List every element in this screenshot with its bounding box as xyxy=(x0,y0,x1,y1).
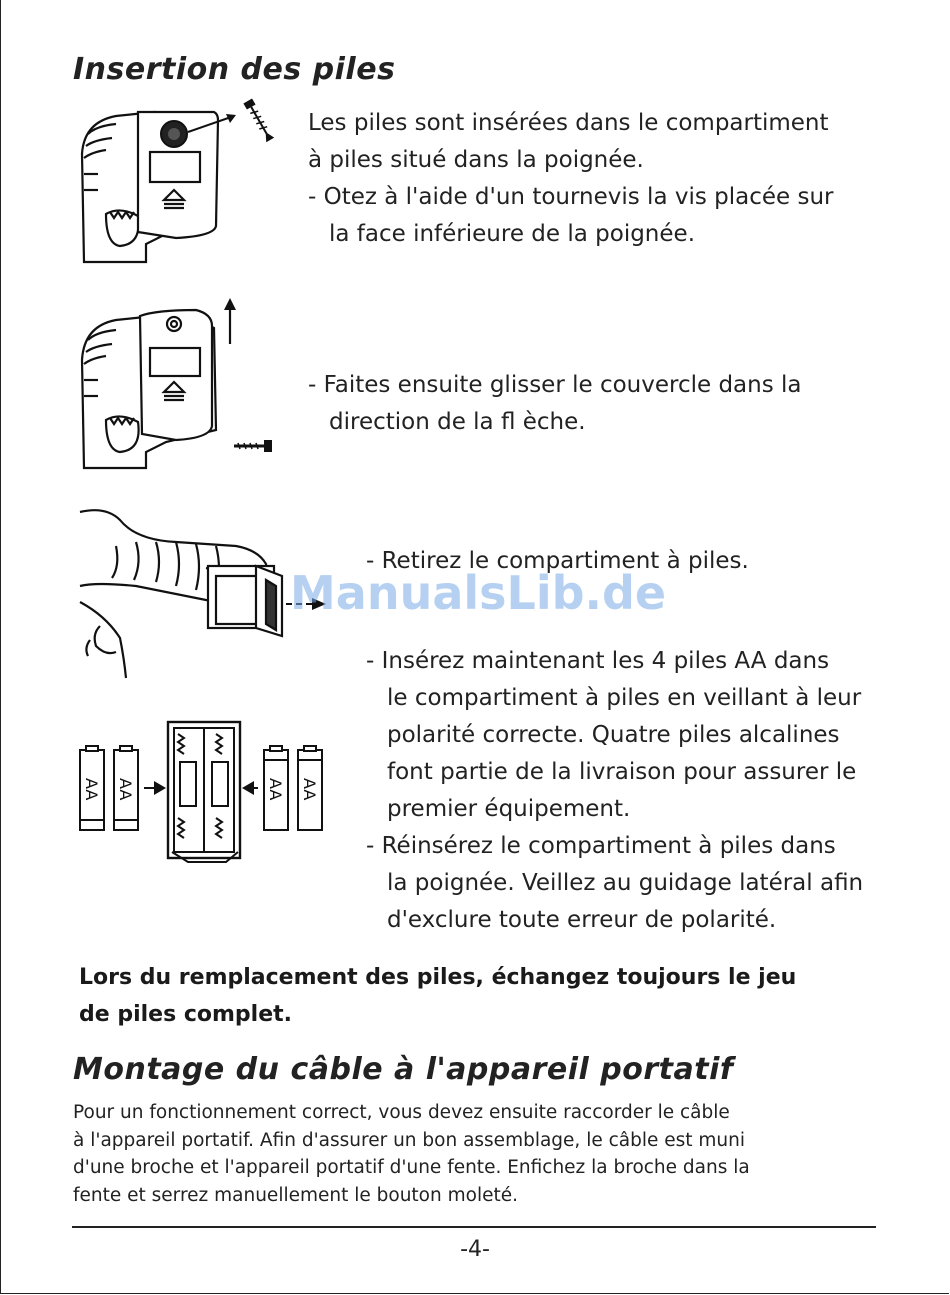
intro-line-2: à piles situé dans la poignée. xyxy=(308,147,644,173)
step5-line-1: - Réinsérez le compartiment à piles dans xyxy=(366,833,836,859)
illustration-remove-screw xyxy=(76,94,276,266)
intro-text xyxy=(308,105,834,253)
intro-line-3: - Otez à l'aide d'un tournevis la vis placée sur xyxy=(308,184,834,210)
step4-line-1: - Insérez maintenant les 4 piles AA dans xyxy=(366,648,830,674)
cable-line-4: fente et serrez manuellement le bouton moleté. xyxy=(73,1184,518,1206)
step4-text xyxy=(366,643,863,939)
step2-line-2: direction de la fl èche. xyxy=(329,409,586,435)
page-number: -4- xyxy=(460,1237,490,1262)
intro-line-1: Les piles sont insérées dans le compartiment xyxy=(308,110,829,136)
step2-text xyxy=(308,367,802,441)
step3-line-1: - Retirez le compartiment à piles. xyxy=(366,548,749,574)
step5-line-2: la poignée. Veillez au guidage latéral afin xyxy=(387,870,864,896)
cable-line-3: d'une broche et l'appareil portatif d'une fente. Enfichez la broche dans la xyxy=(73,1157,750,1178)
step4-line-5: premier équipement. xyxy=(387,796,631,822)
cable-paragraph xyxy=(73,1099,750,1209)
cable-line-2: à l'appareil portatif. Afin d'assurer un bon assemblage, le câble est muni xyxy=(73,1129,746,1151)
note-line-1: Lors du remplacement des piles, échangez toujours le jeu xyxy=(79,965,797,990)
step4-line-3: polarité correcte. Quatre piles alcalines xyxy=(387,722,840,748)
illustration-slide-cover xyxy=(76,296,276,474)
step4-line-2: le compartiment à piles en veillant à leur xyxy=(387,685,862,711)
heading-insertion: Insertion des piles xyxy=(73,52,396,87)
heading-cable: Montage du câble à l'appareil portatif xyxy=(73,1052,734,1087)
replacement-note xyxy=(79,959,796,1033)
battery-label-2: AA xyxy=(116,778,135,801)
step2-line-1: - Faites ensuite glisser le couvercle dans la xyxy=(308,372,802,398)
footer-divider xyxy=(72,1226,876,1228)
step4-line-4: font partie de la livraison pour assurer le xyxy=(387,759,857,785)
battery-label-3: AA xyxy=(266,778,285,801)
battery-label-1: AA xyxy=(82,778,101,801)
battery-label-4: AA xyxy=(300,778,319,801)
illustration-insert-batteries xyxy=(76,718,336,862)
cable-line-1: Pour un fonctionnement correct, vous devez ensuite raccorder le câble xyxy=(73,1102,730,1123)
watermark: ManualsLib.de xyxy=(290,566,667,620)
intro-line-4: la face inférieure de la poignée. xyxy=(329,221,696,247)
note-line-2: de piles complet. xyxy=(79,1002,292,1027)
step5-line-3: d'exclure toute erreur de polarité. xyxy=(387,907,777,933)
